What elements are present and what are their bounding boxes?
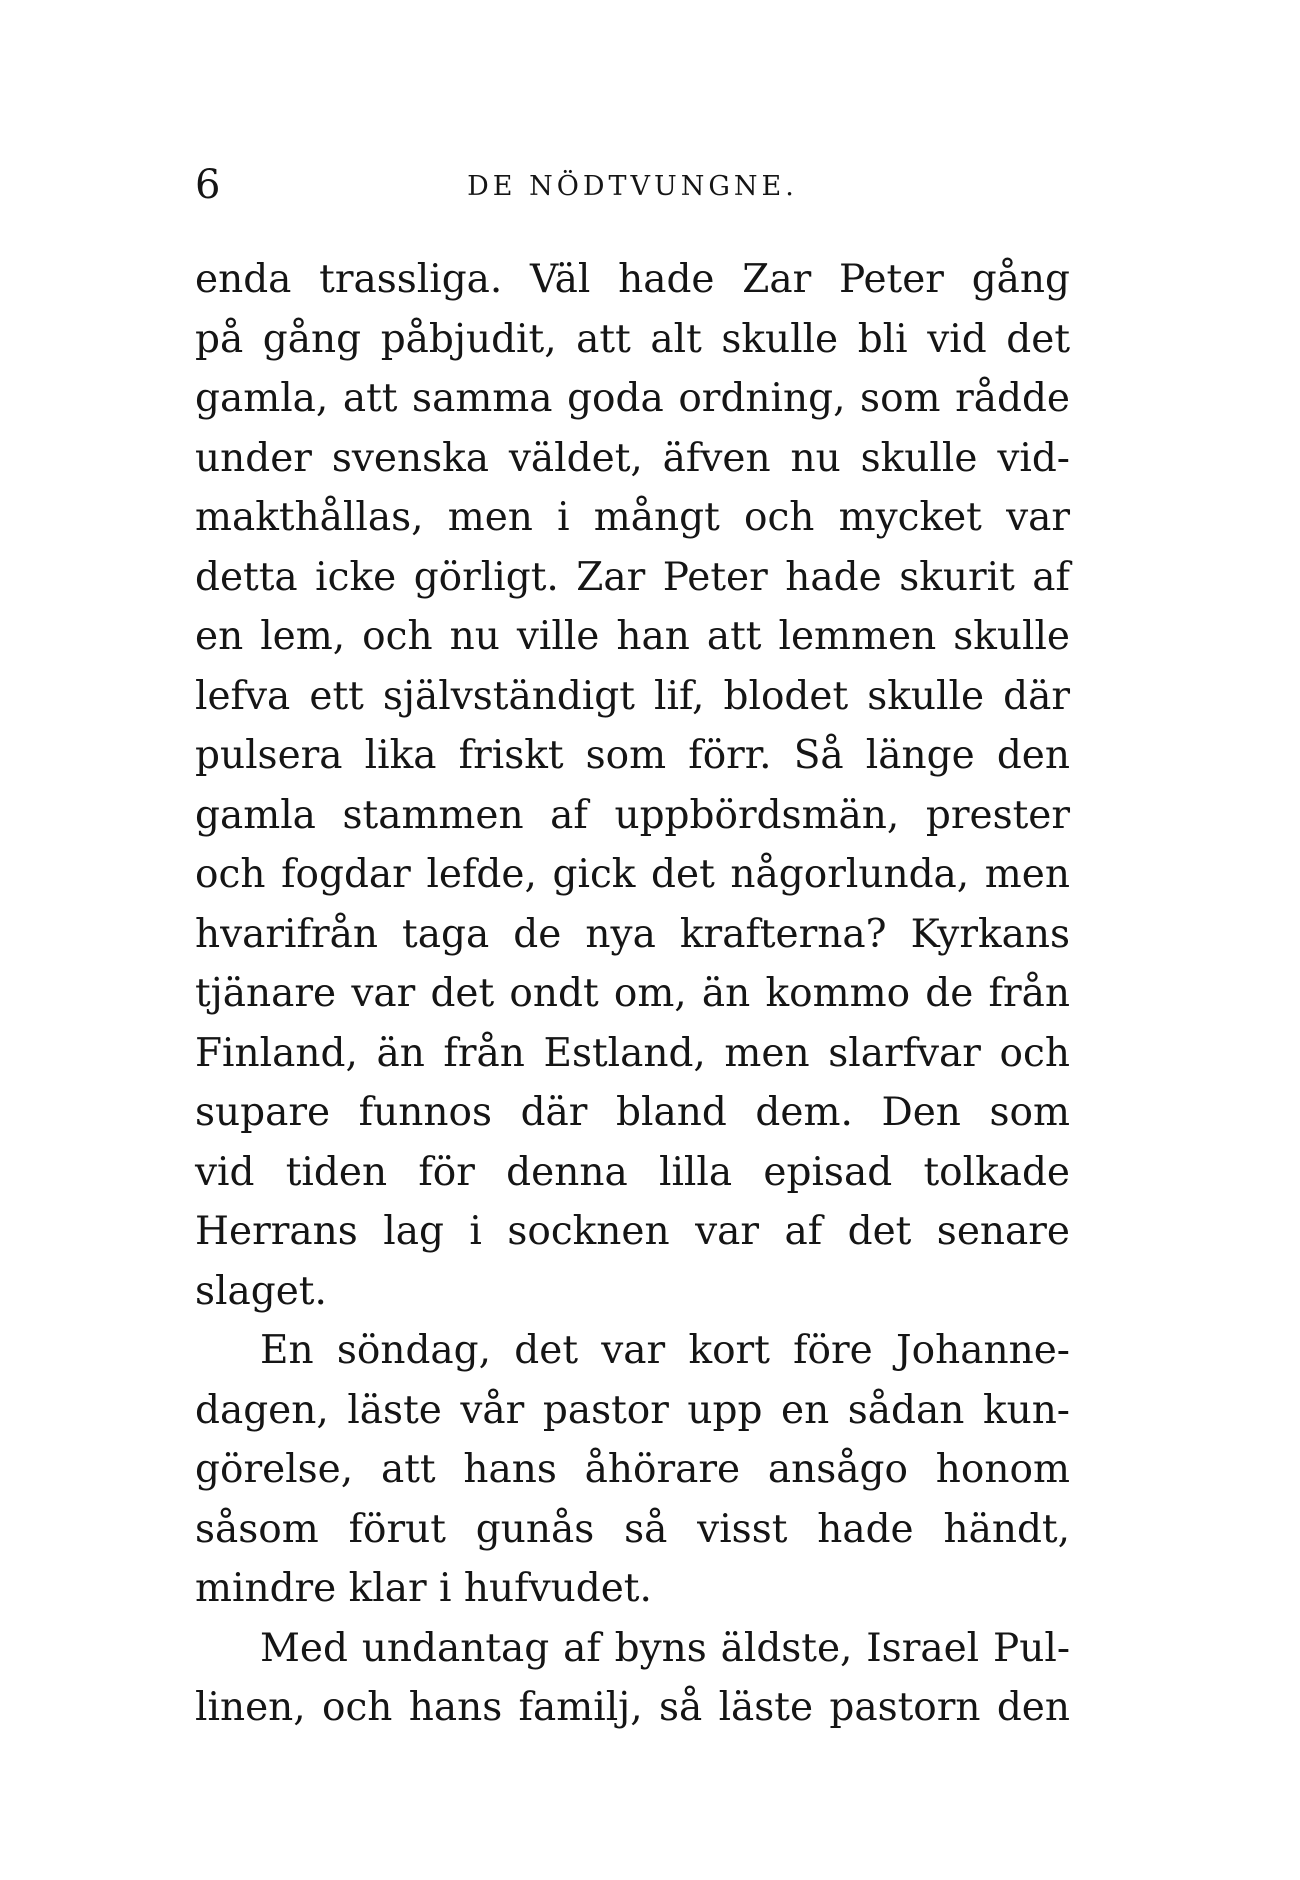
body-text — [195, 250, 1070, 1738]
text-line: och fogdar lefde, gick det någorlunda, men — [195, 852, 1070, 897]
text-line: En söndag, det var kort före Johanne- — [260, 1328, 1070, 1373]
text-line: makthållas, men i mångt och mycket var — [195, 495, 1070, 540]
text-line: gamla, att samma goda ordning, som rådde — [195, 376, 1070, 421]
text-line: slaget. — [195, 1268, 327, 1314]
text-line: Finland, än från Estland, men slarfvar och — [195, 1030, 1070, 1076]
text-line: vid tiden för denna lilla episad tolkade — [195, 1149, 1070, 1195]
text-line: dagen, läste vår pastor upp en sådan kun- — [195, 1387, 1070, 1433]
text-line: detta icke görligt. Zar Peter hade skurit af — [195, 554, 1070, 600]
text-line: enda trassliga. Väl hade Zar Peter gång — [195, 257, 1070, 302]
paragraph — [195, 250, 1070, 1321]
text-line: Herrans lag i socknen var af det senare — [195, 1209, 1070, 1254]
text-line: gamla stammen af uppbördsmän, prester — [195, 792, 1070, 838]
text-line: Med undantag af byns äldste, Israel Pul- — [260, 1625, 1070, 1671]
text-line: lefva ett självständigt lif, blodet skulle där — [195, 673, 1070, 719]
text-line: supare funnos där bland dem. Den som — [195, 1090, 1070, 1135]
text-line: hvarifrån taga de nya krafterna? Kyrkans — [195, 911, 1070, 957]
text-line: en lem, och nu ville han att lemmen skulle — [195, 614, 1070, 659]
text-line: tjänare var det ondt om, än kommo de från — [195, 971, 1070, 1016]
text-line: linen, och hans familj, så läste pastorn den — [195, 1685, 1070, 1730]
page-number: 6 — [195, 162, 221, 208]
running-head: DE NÖDTVUNGNE. — [467, 171, 798, 202]
text-line: under svenska väldet, äfven nu skulle vid- — [195, 435, 1070, 481]
paragraph — [195, 1321, 1070, 1619]
page-header — [195, 160, 1070, 210]
text-line: såsom förut gunås så visst hade händt, — [195, 1506, 1070, 1552]
text-line: på gång påbjudit, att alt skulle bli vid det — [195, 316, 1070, 362]
text-line: mindre klar i hufvudet. — [195, 1566, 652, 1611]
text-line: görelse, att hans åhörare ansågo honom — [195, 1447, 1070, 1492]
text-line: pulsera lika friskt som förr. Så länge den — [195, 733, 1070, 778]
paragraph — [195, 1619, 1070, 1738]
